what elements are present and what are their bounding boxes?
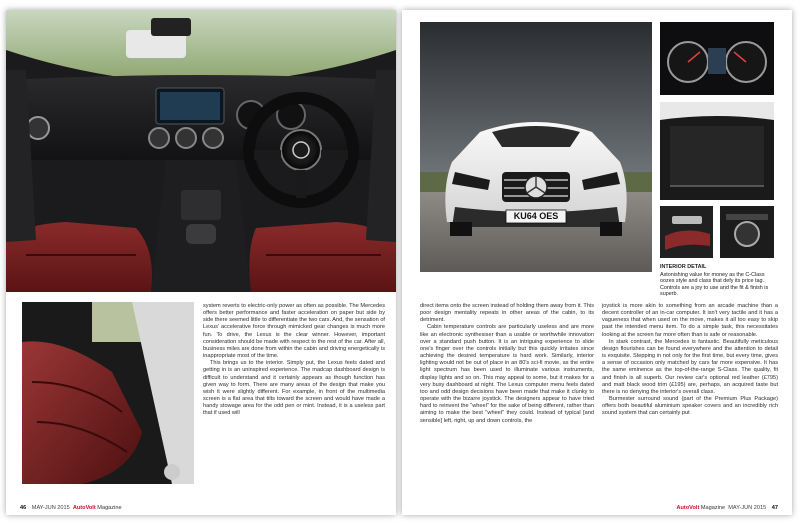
paragraph: system reverts to electric-only power as often as possible. The Mercedes offers better performance and faster acceleration on paper but side by side there seemed little to differentiate the two cars. And, the sensation of Lexus' accelerative force through mimicked gear changes is much more fun. To drive, the Lexus is the clear winner. However, important consideration should be made with respect to the rest of the car. After all, business miles are done from within the cabin and driving energetically is inappropriate most of the time. bbox=[203, 303, 385, 360]
page-number: 47 bbox=[771, 505, 778, 511]
paragraph: direct items onto the screen instead of holding them away from it. This poor design mentality repeats in other areas of the cabin, to its detriment. bbox=[420, 303, 594, 324]
brand-name: AutoVolt bbox=[676, 505, 700, 511]
issue-date: MAY-JUN 2015 bbox=[31, 505, 70, 511]
paragraph: joystick is more akin to something from an arcade machine than a decent controller of an in-car computer. It isn't very tactile and it has a vagueness that when used on the move, makes it all too easy to skip past the intended menu item. To do a simple task, this necessitates looking at the screen far more often than is safe or reasonable. bbox=[602, 303, 778, 338]
door-detail-photo bbox=[660, 206, 713, 258]
paragraph: This brings us to the interior. Simply put, the Lexus feels dated and getting in is an uninspired experience. The madcap dashboard design is difficult to understand and it certainly appears as though function has given way to form. There are many areas of the design that make you wish it were slightly different. For example, in front of the multimedia screen is a flat area that tilts toward the screen and would have made a handy stowage area for the odd pen or mint. Instead, it is a useless part that if used will bbox=[203, 360, 385, 417]
page-number: 46 bbox=[20, 505, 27, 511]
paragraph: Cabin temperature controls are particularly useless and are more like an electronic synthesiser than a usable or worthwhile innovation over a standard push button. It is an intriguing experience to slide one's finger over the controls initially but this quickly irritates since achieving the desired temperature is hard work. Similarly, interior lighting would not be out of place in an 80's sci-fi movie, as the entire light spectrum has been used to illuminate various instruments, display lights and so on. This may appeal to some, but it makes for a very busy dashboard at night. The Lexus computer menu feels dated too and odd design decisions have been made that make it clunky to operate with the bizarre joystick. The designers appear to have tried hard to reinvent the "wheel" for the sake of being different, rather than aiming to make the best "wheel" they could. Instead of typical [and sensible] left, right, up and down controls, the bbox=[420, 324, 594, 424]
caption-text: Astonishing value for money as the C-Class oozes style and class that defy its price tag. Controls are a joy to use and the fit & finish is superb. bbox=[660, 271, 769, 298]
boot-photo bbox=[660, 102, 774, 200]
right-body-column-b bbox=[602, 303, 778, 418]
magazine-label: Magazine bbox=[97, 505, 122, 511]
right-body-column-a bbox=[420, 303, 594, 425]
issue-date: MAY-JUN 2015 bbox=[728, 505, 767, 511]
number-plate: KU64 OES bbox=[513, 211, 559, 221]
left-body-column bbox=[203, 303, 385, 418]
rear-seats-photo bbox=[22, 302, 194, 484]
left-folio bbox=[16, 505, 122, 511]
console-detail-photo bbox=[720, 206, 774, 258]
paragraph: Burmester surround sound (part of the Premium Plus Package) offers both beautiful aluminium speaker covers and an incredibly rich sound system that can certainly put bbox=[602, 396, 778, 417]
right-page bbox=[402, 10, 792, 515]
caption-title: INTERIOR DETAIL bbox=[660, 264, 707, 270]
left-page bbox=[6, 10, 396, 515]
photo-caption bbox=[660, 264, 778, 298]
paragraph: In stark contrast, the Mercedes is fantastic. Beautifully meticulous design flourishes can be found everywhere and the attention to detail is exquisite. Stepping in not only for the first time, but every time, gives a sense of occasion only matched by cars far more expensive. It has the same eminence as the top-of-the-range S-Class. The quality, fit and finish is all superb. Our review car's optional red leather (£795) and matt black wood trim (£195) are, perhaps, an acquired taste but there is no denying the interior's overall class. bbox=[602, 338, 778, 395]
magazine-label: Magazine bbox=[700, 505, 726, 511]
right-folio bbox=[676, 505, 782, 511]
brand-name: AutoVolt bbox=[72, 505, 96, 511]
car-front-photo bbox=[420, 22, 652, 272]
dashboard-photo bbox=[6, 10, 396, 292]
instrument-cluster-photo bbox=[660, 22, 774, 95]
